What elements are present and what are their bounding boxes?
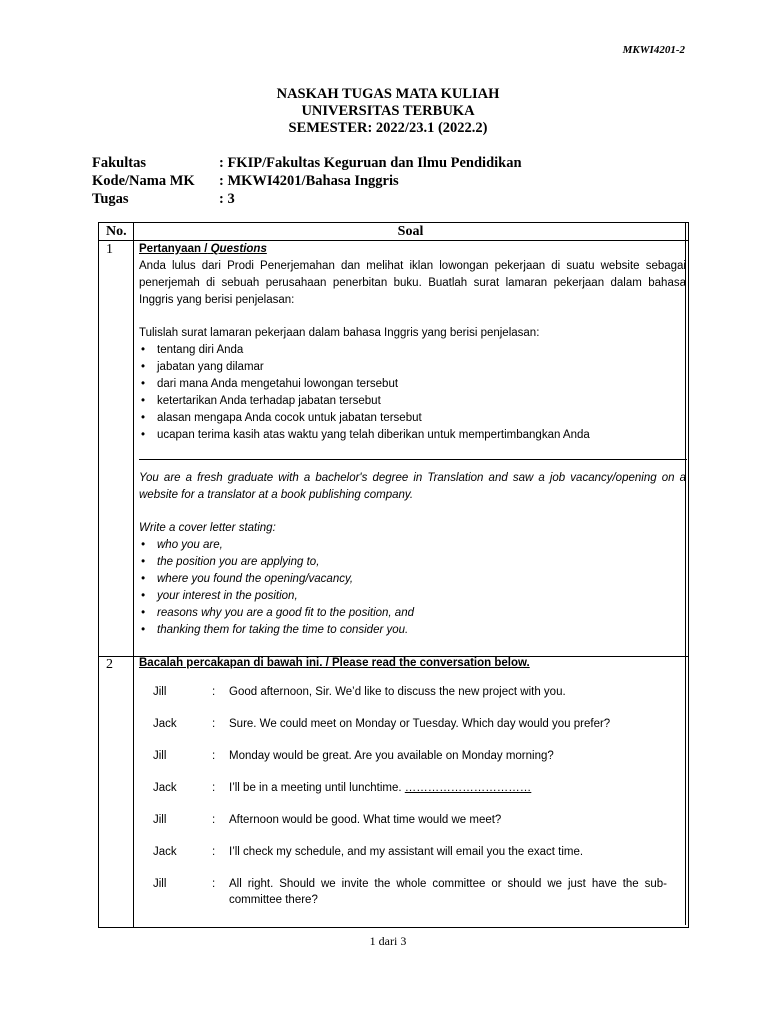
list-item: • dari mana Anda mengetahui lowongan tersebut: [139, 376, 686, 393]
question-1: [139, 241, 686, 639]
lead-id: Tulislah surat lamaran pekerjaan dalam bahasa Inggris yang berisi penjelasan:: [139, 327, 540, 339]
question-heading: Bacalah percakapan di bawah ini. / Please read the conversation below.: [139, 657, 530, 669]
header-soal: Soal: [397, 224, 424, 239]
utterance: Good afternoon, Sir. We’d like to discuss the new project with you.: [229, 686, 566, 698]
speaker: Jack: [153, 718, 177, 730]
heading-en: Questions: [210, 243, 267, 255]
list-item: • ucapan terima kasih atas waktu yang telah diberikan untuk mempertimbangkan Anda: [139, 427, 686, 444]
meta-value: : 3: [219, 191, 235, 207]
list-item: • thanking them for taking the time to consider you.: [139, 622, 686, 639]
page-number: 1 dari 3: [369, 934, 407, 948]
dialogue-line: [153, 876, 667, 908]
list-item: • reasons why you are a good fit to the position, and: [139, 605, 686, 622]
list-item: • the position you are applying to,: [139, 554, 686, 571]
list-item: • your interest in the position,: [139, 588, 686, 605]
list-item: • tentang diri Anda: [139, 342, 686, 359]
separator: :: [212, 686, 216, 698]
question-number: 2: [106, 657, 113, 672]
dialogue-line: [153, 844, 667, 860]
dialogue-line: [153, 716, 667, 732]
question-heading: [139, 241, 686, 258]
utterance: Afternoon would be good. What time would we meet?: [229, 814, 502, 826]
meta-value: : MKWI4201/Bahasa Inggris: [219, 173, 399, 189]
list-item: • alasan mengapa Anda cocok untuk jabatan tersebut: [139, 410, 686, 427]
bullet-list-en: [139, 537, 686, 639]
list-item: • where you found the opening/vacancy,: [139, 571, 686, 588]
task-table: [98, 222, 689, 928]
utterance: All right. Should we invite the whole committee or should we just have the sub-committee there?: [229, 878, 667, 906]
meta-key: Fakultas: [92, 155, 146, 171]
utterance: Monday would be great. Are you available on Monday morning?: [229, 750, 554, 762]
list-item: • who you are,: [139, 537, 686, 554]
separator: :: [212, 718, 216, 730]
document-title: [0, 86, 768, 137]
utterance: I’ll check my schedule, and my assistant will email you the exact time.: [229, 846, 584, 858]
lead-en: Write a cover letter stating:: [139, 522, 276, 534]
column-divider: [133, 223, 134, 927]
separator: :: [212, 814, 216, 826]
meta-faculty: [92, 154, 522, 172]
bullet-list-id: [139, 342, 686, 444]
speaker: Jill: [153, 686, 167, 698]
question-number: 1: [106, 242, 113, 257]
list-item: • ketertarikan Anda terhadap jabatan tersebut: [139, 393, 686, 410]
intro-id: Anda lulus dari Prodi Penerjemahan dan melihat iklan lowongan pekerjaan di suatu website sebagai penerjemah di sebuah perusahaan penerbitan buku. Buatlah surat lamaran pekerjaan dalam bahasa Inggris yang berisi penjelasan:: [139, 260, 686, 306]
dialogue-line: [153, 684, 667, 700]
dialogue-line: [153, 780, 667, 796]
speaker: Jack: [153, 782, 177, 794]
intro-en: You are a fresh graduate with a bachelor's degree in Translation and saw a job vacancy/opening on a website for a translator at a book publishing company.: [139, 472, 686, 501]
meta-key: Kode/Nama MK: [92, 173, 195, 189]
speaker: Jill: [153, 814, 167, 826]
meta-course: [92, 172, 522, 190]
list-item: • jabatan yang dilamar: [139, 359, 686, 376]
document-code: MKWI4201-2: [622, 44, 685, 56]
heading-id: Pertanyaan /: [139, 243, 208, 255]
title-line-1: NASKAH TUGAS MATA KULIAH: [276, 86, 500, 102]
separator: :: [212, 846, 216, 858]
question-2: [139, 655, 686, 906]
separator: :: [212, 878, 216, 890]
meta-key: Tugas: [92, 191, 129, 207]
speaker: Jack: [153, 846, 177, 858]
meta-task: [92, 190, 522, 208]
header-no: No.: [106, 224, 127, 239]
course-info: [92, 154, 522, 208]
meta-value: : FKIP/Fakultas Keguruan dan Ilmu Pendidikan: [219, 155, 522, 171]
utterance-with-blank: I’ll be in a meeting until lunchtime. ……………………………: [229, 782, 532, 794]
separator: :: [212, 782, 216, 794]
dialogue-line: [153, 812, 667, 828]
speaker: Jill: [153, 878, 167, 890]
title-line-2: UNIVERSITAS TERBUKA: [301, 103, 475, 119]
dialogue-line: [153, 748, 667, 764]
separator: :: [212, 750, 216, 762]
section-separator: [139, 459, 687, 460]
title-line-3: SEMESTER: 2022/23.1 (2022.2): [288, 120, 488, 136]
speaker: Jill: [153, 750, 167, 762]
utterance: Sure. We could meet on Monday or Tuesday. Which day would you prefer?: [229, 718, 611, 730]
